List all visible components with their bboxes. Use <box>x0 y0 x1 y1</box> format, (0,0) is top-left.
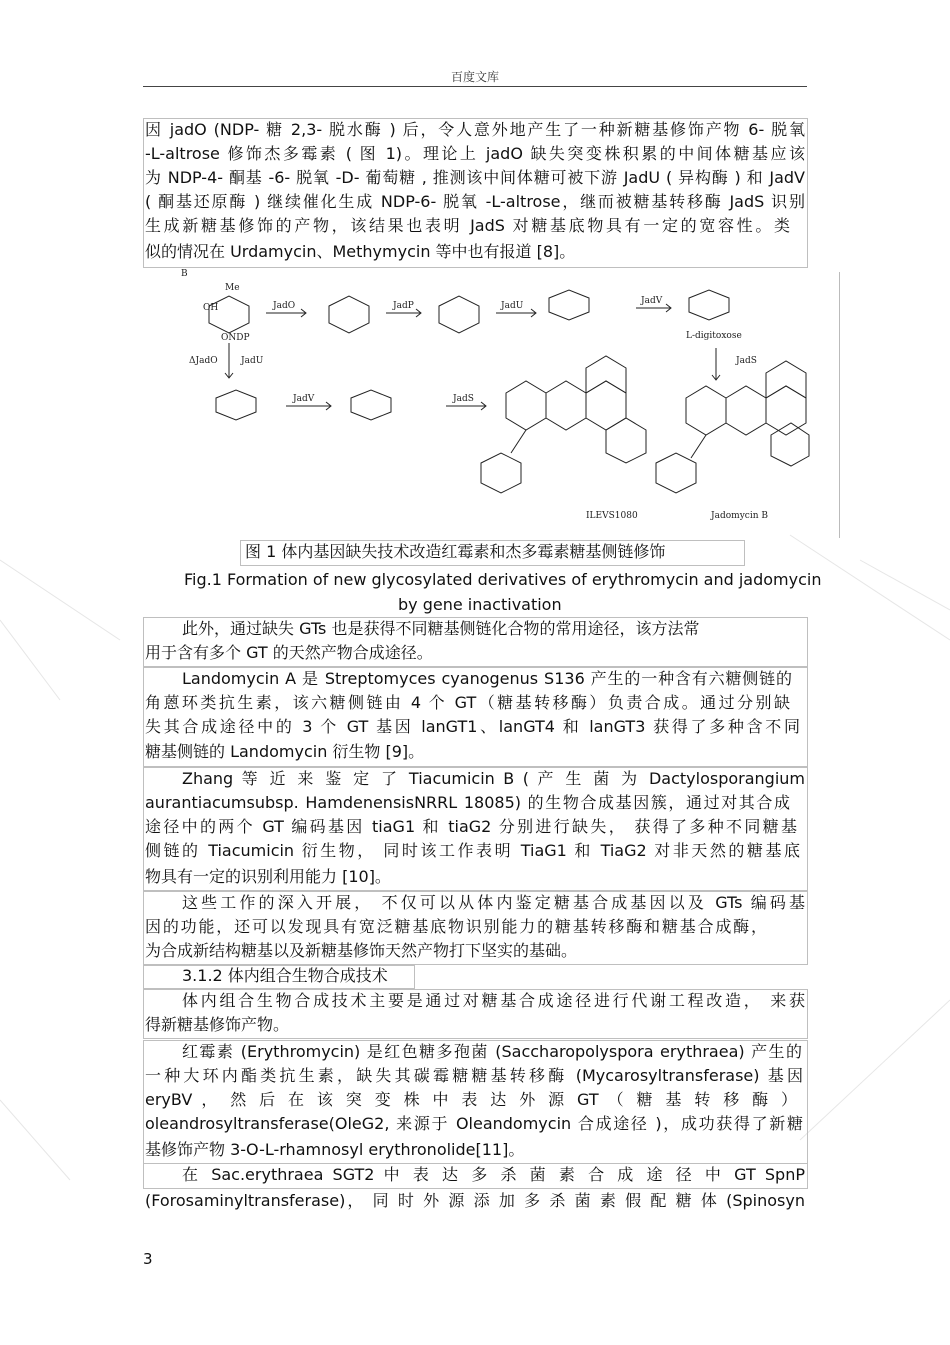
figure-caption-cn: 图 1 体内基因缺失技术改造红霉素和杰多霉素糖基侧链修饰 <box>245 542 666 561</box>
text-line: -L-altrose 修饰杰多霉素 ( 图 1)。理论上 jadO 缺失突变株积累的中间体糖基应该 <box>145 144 805 163</box>
svg-text:JadU: JadU <box>241 356 264 366</box>
text-line: 红霉素 (Erythromycin) 是红色糖多孢菌 (Saccharopolyspora erythraea) 产生的 <box>182 1042 802 1061</box>
text-line: 糖基侧链的 Landomycin 衍生物 [9]。 <box>145 742 425 761</box>
text-line: 为 NDP-4- 酮基 -6- 脱氧 -D- 葡萄糖 , 推测该中间体糖可被下游 JadU ( 异构酶 ) 和 JadV <box>145 168 805 187</box>
text-line: 得新糖基修饰产物。 <box>145 1015 290 1034</box>
figure-panel-label: B <box>181 269 188 279</box>
svg-text:JadV: JadV <box>293 394 315 404</box>
text-line: 生成新糖基修饰的产物，该结果也表明 JadS 对糖基底物具有一定的宽容性。类 <box>145 216 790 235</box>
text-line: 因的功能，还可以发现具有宽泛糖基底物识别能力的糖基转移酶和糖基合成酶， <box>145 917 767 936</box>
svg-text:Me: Me <box>225 283 240 293</box>
page-header: 百度文库 <box>450 70 499 84</box>
text-line: 途径中的两个 GT 编码基因 tiaG1 和 tiaG2 分别进行缺失， 获得了多种不同糖基 <box>145 817 797 836</box>
svg-text:JadS: JadS <box>453 394 474 404</box>
chemical-scheme-figure <box>181 268 821 530</box>
figure-frame <box>839 272 840 538</box>
text-line: 在 Sac.erythraea SGT2 中 表 达 多 杀 菌 素 合 成 途 径 中 GT SpnP <box>182 1165 805 1184</box>
header-rule <box>143 86 807 87</box>
text-line: 侧链的 Tiacumicin 衍生物， 同时该工作表明 TiaG1 和 TiaG2 对非天然的糖基底 <box>145 841 800 860</box>
figure-caption-en: by gene inactivation <box>398 595 562 614</box>
svg-text:JadS: JadS <box>736 356 757 366</box>
text-line: aurantiacumsubsp. HamdenensisNRRL 18085) 的生物合成基因簇，通过对其合成 <box>145 793 790 812</box>
text-line: (Forosaminyltransferase)， 同 时 外 源 添 加 多 杀 菌 素 假 配 糖 体 (Spinosyn <box>145 1191 805 1210</box>
svg-text:ΔJadO: ΔJadO <box>189 356 218 366</box>
svg-text:OH: OH <box>203 303 219 313</box>
svg-text:JadV: JadV <box>641 296 663 306</box>
text-line: 体内组合生物合成技术主要是通过对糖基合成途径进行代谢工程改造， 来获 <box>182 991 805 1010</box>
text-line: 基修饰产物 3-O-L-rhamnosyl erythronolide[11]。 <box>145 1140 525 1159</box>
svg-text:JadU: JadU <box>501 301 524 311</box>
svg-text:JadO: JadO <box>273 301 296 311</box>
svg-text:L-digitoxose: L-digitoxose <box>686 331 742 341</box>
text-line: 这些工作的深入开展， 不仅可以从体内鉴定糖基合成基因以及 GTs 编码基 <box>182 893 805 912</box>
text-line: ( 酮基还原酶 ) 继续催化生成 NDP-6- 脱氧 -L-altrose，继而被糖基转移酶 JadS 识别 <box>145 192 805 211</box>
text-line: Landomycin A 是 Streptomyces cyanogenus S136 产生的一种含有六糖侧链的 <box>182 669 792 688</box>
svg-text:ONDP: ONDP <box>221 333 250 343</box>
text-line: eryBV ， 然 后 在 该 突 变 株 中 表 达 外 源 GT （ 糖 基 转 移 酶 ） <box>145 1090 797 1109</box>
text-line: 此外，通过缺失 GTs 也是获得不同糖基侧链化合物的常用途径，该方法常 <box>182 619 700 638</box>
svg-text:Jadomycin B: Jadomycin B <box>711 511 768 521</box>
text-line: 为合成新结构糖基以及新糖基修饰天然产物打下坚实的基础。 <box>145 941 578 960</box>
text-line: 因 jadO (NDP- 糖 2,3- 脱水酶 ) 后，令人意外地产生了一种新糖基修饰产物 6- 脱氧 <box>145 120 805 139</box>
text-line: 角蒽环类抗生素，该六糖侧链由 4 个 GT（糖基转移酶）负责合成。通过分别缺 <box>145 693 790 712</box>
text-line: oleandrosyltransferase(OleG2, 来源于 Oleandomycin 合成途径 )，成功获得了新糖 <box>145 1114 803 1133</box>
text-line: Zhang 等 近 来 鉴 定 了 Tiacumicin B ( 产 生 菌 为 Dactylosporangium <box>182 769 805 788</box>
svg-text:JadP: JadP <box>393 301 414 311</box>
svg-text:ILEVS1080: ILEVS1080 <box>586 511 638 521</box>
text-line: 一种大环内酯类抗生素，缺失其碳霉糖糖基转移酶 (Mycarosyltransferase) 基因 <box>145 1066 803 1085</box>
section-heading: 3.1.2 体内组合生物合成技术 <box>182 966 388 985</box>
page-number: 3 <box>143 1250 153 1268</box>
text-line: 用于含有多个 GT 的天然产物合成途径。 <box>145 643 433 662</box>
text-line: 似的情况在 Urdamycin、Methymycin 等中也有报道 [8]。 <box>145 242 576 261</box>
figure-caption-en: Fig.1 Formation of new glycosylated derivatives of erythromycin and jadomycin <box>184 570 822 589</box>
text-line: 失其合成途径中的 3 个 GT 基因 lanGT1、lanGT4 和 lanGT3 获得了多种含不同 <box>145 717 800 736</box>
text-line: 物具有一定的识别利用能力 [10]。 <box>145 867 391 886</box>
